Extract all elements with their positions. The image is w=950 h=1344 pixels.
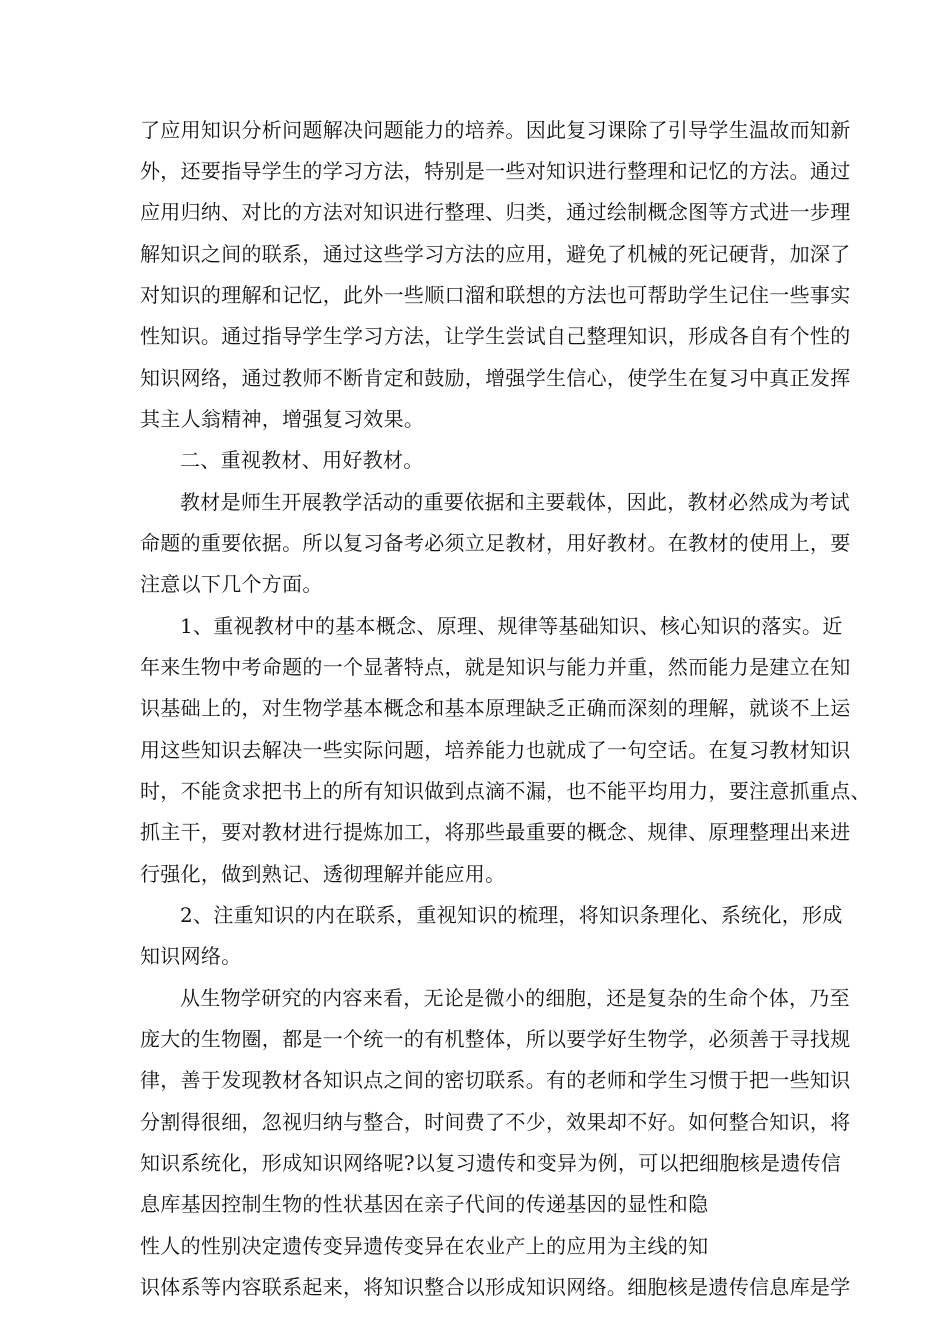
text-line: 识基础上的，对生物学基本概念和基本原理缺乏正确而深刻的理解，就谈不上运 bbox=[140, 696, 851, 720]
text-line: 年来生物中考命题的一个显著特点，就是知识与能力并重，然而能力是建立在知 bbox=[140, 655, 851, 679]
text-line: 应用归纳、对比的方法对知识进行整理、归类，通过绘制概念图等方式进一步理 bbox=[140, 200, 851, 224]
text-line: 知识网络，通过教师不断肯定和鼓励，增强学生信心，使学生在复习中真正发挥 bbox=[140, 366, 851, 390]
text-line: 其主人翁精神，增强复习效果。 bbox=[140, 407, 425, 431]
text-line: 识体系等内容联系起来，将知识整合以形成知识网络。细胞核是遗传信息库是学 bbox=[140, 1275, 851, 1299]
text-line: 注意以下几个方面。 bbox=[140, 572, 323, 596]
text-line: 性知识。通过指导学生学习方法，让学生尝试自己整理知识，形成各自有个性的 bbox=[140, 324, 851, 348]
text-line: 行强化，做到熟记、透彻理解并能应用。 bbox=[140, 862, 506, 886]
text-line: 用这些知识去解决一些实际问题，培养能力也就成了一句空话。在复习教材知识 bbox=[140, 738, 851, 762]
text-line: 庞大的生物圈，都是一个统一的有机整体，所以要学好生物学，必须善于寻找规 bbox=[140, 1027, 851, 1051]
text-line: 从生物学研究的内容来看，无论是微小的细胞，还是复杂的生命个体，乃至 bbox=[180, 986, 850, 1010]
text-line: 教材是师生开展教学活动的重要依据和主要载体，因此，教材必然成为考试 bbox=[180, 490, 850, 514]
text-line: 律，善于发现教材各知识点之间的密切联系。有的老师和学生习惯于把一些知识 bbox=[140, 1068, 851, 1092]
text-line: 时，不能贪求把书上的所有知识做到点滴不漏，也不能平均用力，要注意抓重点、 bbox=[140, 779, 871, 803]
text-line: 知识系统化，形成知识网络呢?以复习遗传和变异为例，可以把细胞核是遗传信 bbox=[140, 1151, 842, 1175]
text-line: 性人的性别决定遗传变异遗传变异在农业产上的应用为主线的知 bbox=[140, 1234, 709, 1258]
text-line: 对知识的理解和记忆，此外一些顺口溜和联想的方法也可帮助学生记住一些事实 bbox=[140, 283, 851, 307]
text-line: 抓主干，要对教材进行提炼加工，将那些最重要的概念、规律、原理整理出来进 bbox=[140, 820, 851, 844]
text-line: 了应用知识分析问题解决问题能力的培养。因此复习课除了引导学生温故而知新 bbox=[140, 118, 851, 142]
text-line: 外，还要指导学生的学习方法，特别是一些对知识进行整理和记忆的方法。通过 bbox=[140, 159, 851, 183]
text-line: 命题的重要依据。所以复习备考必须立足教材，用好教材。在教材的使用上，要 bbox=[140, 531, 851, 555]
text-line: 分割得很细，忽视归纳与整合，时间费了不少，效果却不好。如何整合知识，将 bbox=[140, 1110, 851, 1134]
text-line: 知识网络。 bbox=[140, 944, 242, 968]
section-heading: 二、重视教材、用好教材。 bbox=[180, 448, 424, 472]
text-line: 息库基因控制生物的性状基因在亲子代间的传递基因的显性和隐 bbox=[140, 1192, 709, 1216]
text-line: 2、注重知识的内在联系，重视知识的梳理，将知识条理化、系统化，形成 bbox=[180, 903, 843, 927]
text-line: 解知识之间的联系，通过这些学习方法的应用，避免了机械的死记硬背，加深了 bbox=[140, 242, 851, 266]
text-line: 1、重视教材中的基本概念、原理、规律等基础知识、核心知识的落实。近 bbox=[180, 614, 843, 638]
